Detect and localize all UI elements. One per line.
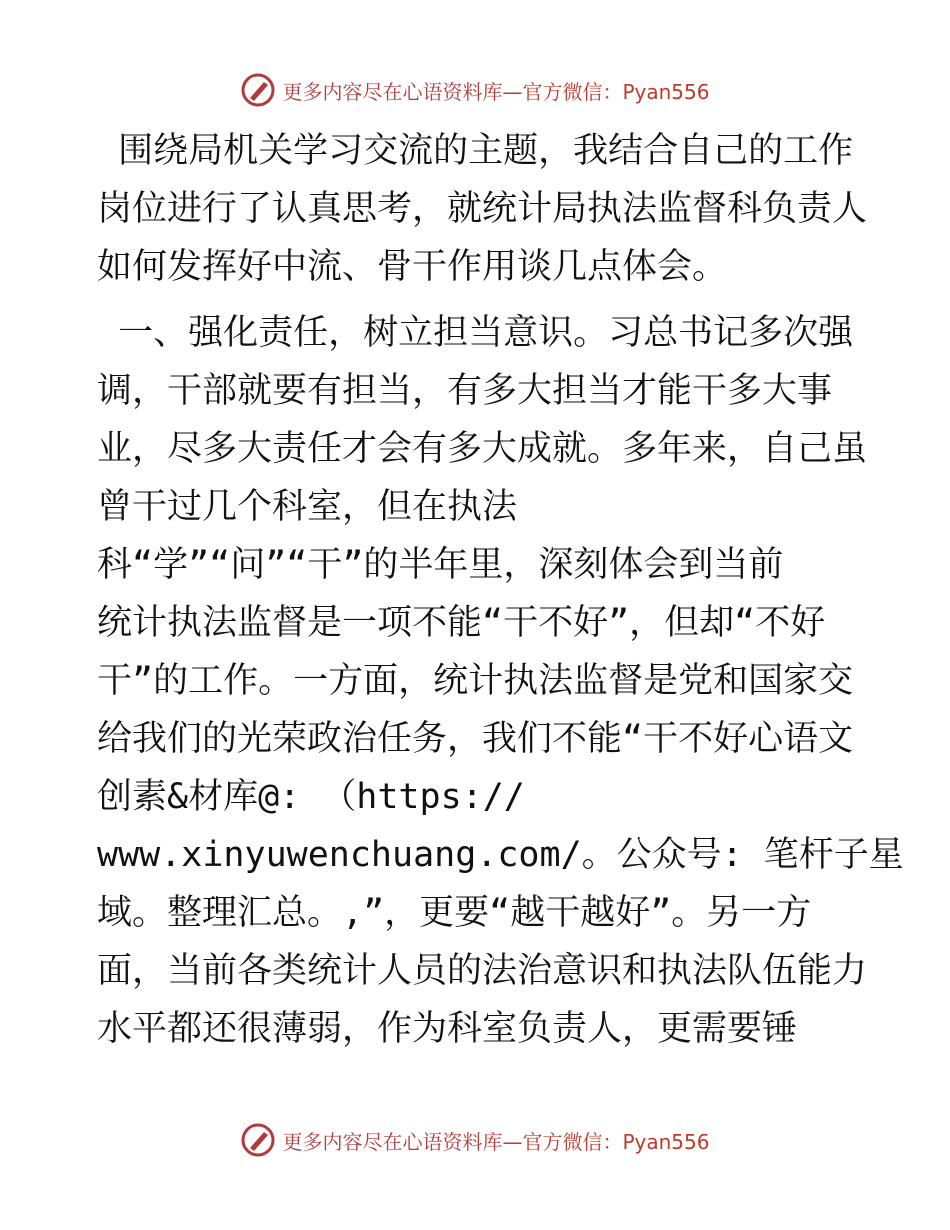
- text-line: 域。整理汇总。,”，更要“越干越好”。另一方: [97, 893, 812, 933]
- text-line: 一、强化责任，树立担当意识。习总书记多次强: [97, 313, 854, 353]
- footer-banner: [0, 1122, 950, 1158]
- document-body: [97, 122, 904, 1058]
- banner-text: 更多内容尽在心语资料库: [282, 1129, 503, 1154]
- text-line: 围绕局机关学习交流的主题，我结合自己的工作: [97, 131, 854, 171]
- banner-wechat: —官方微信：Pyan556: [502, 1129, 710, 1154]
- pen-logo-icon: [240, 72, 276, 108]
- banner-wechat: —官方微信：Pyan556: [502, 79, 710, 104]
- text-line: 曾干过几个科室，但在执法: [97, 487, 518, 527]
- text-line: 干”的工作。一方面，统计执法监督是党和国家交: [97, 661, 854, 701]
- header-banner: [0, 72, 950, 108]
- paragraph-2: [97, 304, 904, 1058]
- banner-text: 更多内容尽在心语资料库: [282, 79, 503, 104]
- text-line: 面，当前各类统计人员的法治意识和执法队伍能力: [97, 951, 868, 991]
- pen-logo-icon: [240, 1122, 276, 1158]
- text-line: 给我们的光荣政治任务，我们不能“干不好心语文: [97, 719, 854, 759]
- text-line: 创素&材库@: （https://: [97, 777, 525, 817]
- text-line: 调，干部就要有担当，有多大担当才能干多大事: [97, 371, 833, 411]
- text-line: 业，尽多大责任才会有多大成就。多年来，自己虽: [97, 429, 868, 469]
- text-line: 岗位进行了认真思考，就统计局执法监督科负责人: [97, 189, 868, 229]
- paragraph-1: [97, 122, 868, 296]
- text-line: 水平都还很薄弱，作为科室负责人，更需要锤: [97, 1009, 798, 1049]
- text-line: 如何发挥好中流、骨干作用谈几点体会。: [97, 247, 728, 287]
- text-line: www.xinyuwenchuang.com/。公众号: 笔杆子星: [97, 835, 904, 875]
- text-line: 科“学”“问”“干”的半年里，深刻体会到当前: [97, 545, 784, 585]
- text-line: 统计执法监督是一项不能“干不好”，但却“不好: [97, 603, 826, 643]
